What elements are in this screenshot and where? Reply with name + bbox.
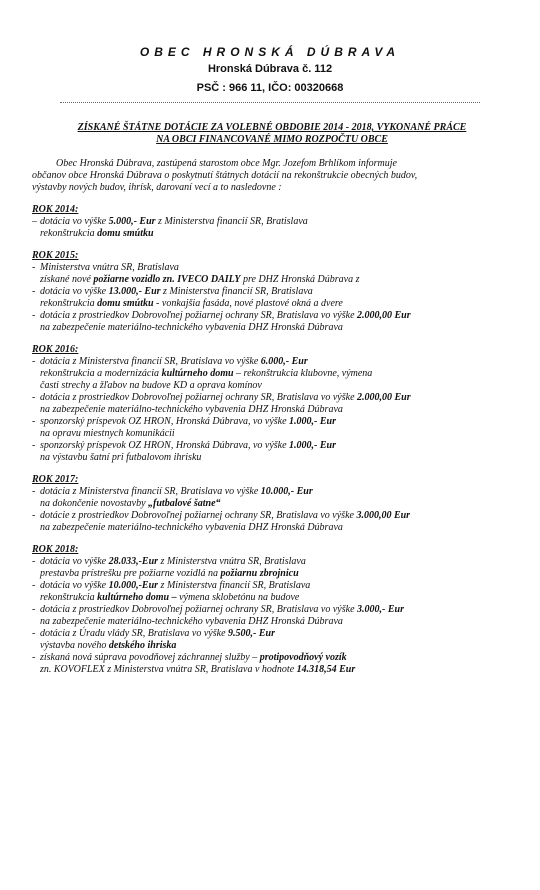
line-text: získané nové [40,274,94,285]
grant-line [32,440,512,452]
line-text: dotácia z prostriedkov Dobrovoľnej požiarnej ochrany SR, Bratislava vo výške [40,604,358,615]
grant-line [32,452,512,464]
line-text: časti strechy a žľabov na budove KD a oprava komínov [40,380,262,391]
year-section [32,474,512,534]
intro-line-2: občanov obce Hronská Dúbrava o poskytnutí štátnych dotácií na rekonštrukcie obecných budov, [32,170,418,181]
grant-line [32,322,512,334]
emphasis-text: 3.000,- Eur [357,604,404,615]
line-text: dotácia z prostriedkov Dobrovoľnej požiarnej ochrany SR, Bratislava vo výške [40,310,358,321]
grant-line [32,664,512,676]
bullet-mark: - [32,416,36,427]
emphasis-text: 9.500,- Eur [228,628,275,639]
bullet-mark: - [32,356,36,367]
grant-line [32,216,512,228]
document-body [32,110,512,676]
grant-line [32,498,512,510]
line-text: na dokončenie novostavby [40,498,149,509]
grant-line [32,556,512,568]
line-text: rekonštrukcia a modernizácia [40,368,162,379]
emphasis-text: 10.000,- Eur [260,486,313,497]
emphasis-text: „futbalové šatne“ [148,498,221,509]
line-text: na zabezpečenie materiálno-technického vybavenia DHZ Hronská Dúbrava [40,522,343,533]
title-line-2: NA OBCI FINANCOVANÉ MIMO ROZPOČTU OBCE [156,134,388,145]
line-text: dotácia vo výške [40,556,109,567]
emphasis-text: 2.000,00 Eur [357,392,411,403]
title-line-1: ZÍSKANÉ ŠTÁTNE DOTÁCIE ZA VOLEBNÉ OBDOBIE 2014 - 2018, VYKONANÉ PRÁCE [77,122,467,133]
emphasis-text: 10.000,-Eur [108,580,159,591]
line-text: výmena sklobetónu na budove [176,592,300,603]
line-text: dotácie z prostriedkov Dobrovoľnej požiarnej ochrany SR, Bratislava vo výške [40,510,357,521]
grant-line [32,568,512,580]
bullet-mark: - [32,486,36,497]
bullet-mark: - [32,310,36,321]
year-section [32,544,512,676]
grant-line [32,510,512,522]
bullet-mark: - [32,556,36,567]
line-text: - vonkajšia fasáda, nové plastové okná a dvere [153,298,343,309]
grant-line [32,262,512,274]
line-text: dotácia z Ministerstva financií SR, Bratislava vo výške [40,486,261,497]
bullet-mark: – [32,216,37,227]
line-text: rekonštrukcia [40,228,98,239]
line-text: na zabezpečenie materiálno-technického vybavenia DHZ Hronská Dúbrava [40,404,343,415]
line-text: z Ministerstva financií SR, Bratislava [155,216,308,227]
bullet-mark: - [32,262,36,273]
line-text: výstavba nového [40,640,109,651]
intro-paragraph [32,158,512,194]
emphasis-text: protipovodňový vozík [259,652,347,663]
year-heading: ROK 2014: [32,204,79,215]
emphasis-text: 3.000,00 Eur [356,510,411,521]
year-section [32,204,512,240]
year-heading: ROK 2017: [32,474,79,485]
line-text: na opravu miestnych komunikácii [40,428,175,439]
grant-line [32,592,512,604]
bullet-mark: - [32,604,36,615]
line-text: z Ministerstva vnútra SR, Bratislava [158,556,306,567]
line-text: dotácia z prostriedkov Dobrovoľnej požiarnej ochrany SR, Bratislava vo výške [40,392,358,403]
emphasis-text: požiarnu zbrojnicu [220,568,299,579]
grants-by-year [32,204,512,676]
bullet-mark: - [32,286,36,297]
document-title [32,122,512,146]
grant-line [32,404,512,416]
postcode-ico: PSČ : 966 11, IČO: 00320668 [196,82,344,94]
line-text: získaná nová súprava povodňovej záchrannej služby – [40,652,260,663]
line-text: prestavba prístrešku pre požiarne vozidlá na [40,568,221,579]
grant-line [32,604,512,616]
emphasis-text: domu smútku [97,228,154,239]
grant-line [32,310,512,322]
line-text: zn. KOVOFLEX z Ministerstva vnútra SR, Bratislava v hodnote [40,664,297,675]
line-text: sponzorský príspevok OZ HRON, Hronská Dúbrava, vo výške [40,440,290,451]
grant-line [32,580,512,592]
line-text: dotácia vo výške [40,286,109,297]
line-text: dotácia z Úradu vlády SR, Bratislava vo výške [40,628,229,639]
grant-line [32,640,512,652]
grant-line [32,298,512,310]
year-section [32,344,512,464]
emphasis-text: kultúrneho domu – [97,592,177,603]
bullet-mark: - [32,628,36,639]
line-text: – rekonštrukcia klubovne, výmena [233,368,373,379]
bullet-mark: - [32,580,36,591]
grant-line [32,522,512,534]
bullet-mark: - [32,510,36,521]
grant-line [32,392,512,404]
line-text: Ministerstva vnútra SR, Bratislava [40,262,179,273]
grant-line [32,356,512,368]
emphasis-text: domu smútku [97,298,154,309]
emphasis-text: 2.000,00 Eur [357,310,411,321]
municipality-address: Hronská Dúbrava č. 112 [207,63,333,75]
grant-line [32,228,512,240]
grant-line [32,628,512,640]
grant-line [32,652,512,664]
emphasis-text: kultúrneho domu [161,368,234,379]
emphasis-text: 14.318,54 Eur [296,664,356,675]
emphasis-text: detského ihriska [108,640,177,651]
year-heading: ROK 2015: [32,250,79,261]
emphasis-text: 1.000,- Eur [289,416,336,427]
grant-line [32,416,512,428]
line-text: dotácia vo výške [40,216,109,227]
emphasis-text: 6.000,- Eur [260,356,308,367]
grant-line [32,380,512,392]
emphasis-text: 5.000,- Eur [108,216,156,227]
line-text: na zabezpečenie materiálno-technického vybavenia DHZ Hronská Dúbrava [40,616,343,627]
emphasis-text: 13.000,- Eur [108,286,161,297]
line-text: dotácia vo výške [40,580,109,591]
line-text: rekonštrukcia [40,592,98,603]
grant-line [32,368,512,380]
grant-line [32,286,512,298]
line-text: z Ministerstva financií SR, Bratislava [160,286,313,297]
emphasis-text: 1.000,- Eur [289,440,336,451]
line-text: z Ministerstva financií SR, Bratislava [158,580,311,591]
line-text: rekonštrukcia [40,298,98,309]
line-text: pre DHZ Hronská Dúbrava z [240,274,360,285]
line-text: sponzorský príspevok OZ HRON, Hronská Dúbrava, vo výške [40,416,290,427]
line-text: na zabezpečenie materiálno-technického vybavenia DHZ Hronská Dúbrava [40,322,343,333]
line-text: dotácia z Ministerstva financií SR, Bratislava vo výške [40,356,261,367]
header-divider [60,102,480,103]
municipality-name: OBEC HRONSKÁ DÚBRAVA [139,45,401,59]
intro-line-1: Obec Hronská Dúbrava, zastúpená starostom obce Mgr. Jozefom Brhlíkom informuje [56,158,397,169]
emphasis-text: 28.033,-Eur [108,556,159,567]
line-text: na výstavbu šatní pri futbalovom ihrisku [40,452,202,463]
bullet-mark: - [32,440,36,451]
grant-line [32,616,512,628]
year-section [32,250,512,334]
bullet-mark: - [32,392,36,403]
year-heading: ROK 2018: [32,544,79,555]
grant-line [32,428,512,440]
bullet-mark: - [32,652,36,663]
emphasis-text: požiarne vozidlo zn. IVECO DAILY [93,274,241,285]
grant-line [32,486,512,498]
grant-line [32,274,512,286]
year-heading: ROK 2016: [32,344,79,355]
intro-line-3: výstavby nových budov, ihrísk, darovaní vecí a to nasledovne : [32,182,282,193]
